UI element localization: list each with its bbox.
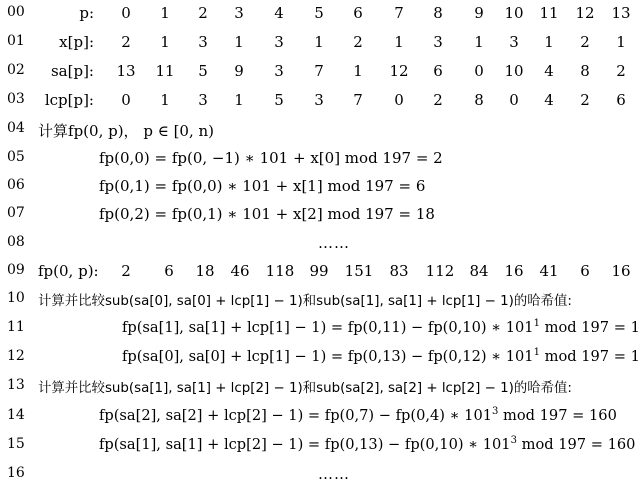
table-cell: 5 (314, 4, 324, 22)
table-cell: 3 (274, 62, 284, 80)
equation-line (0, 149, 640, 173)
equation-right: mod 197 = 160 (498, 407, 617, 424)
ellipsis: …… (318, 234, 350, 252)
equation-left: fp(sa[1], sa[1] + lcp[2] − 1) = fp(0,13) − fp(0,10) ∗ 101 (99, 436, 511, 453)
row-label: p: (79, 4, 94, 22)
table-cell: 2 (616, 62, 626, 80)
table-cell: 10 (504, 62, 524, 80)
equation-right: mod 197 = 1 (539, 319, 640, 336)
line-number: 00 (7, 4, 25, 20)
line-number: 07 (7, 205, 25, 221)
ellipsis-line (0, 234, 640, 258)
row-label: fp(0, p): (38, 262, 99, 280)
table-cell: 3 (274, 33, 284, 51)
exponent: 1 (533, 347, 540, 358)
table-cell: 83 (389, 262, 409, 280)
exponent: 1 (533, 318, 540, 329)
equation (122, 348, 640, 365)
table-cell: 1 (160, 91, 170, 109)
table-cell: 0 (509, 91, 519, 109)
equation: fp(0,0) = fp(0, −1) ∗ 101 + x[0] mod 197 = 2 (99, 149, 443, 167)
table-cell: 2 (433, 91, 443, 109)
ellipsis: …… (318, 465, 350, 483)
table-cell: 2 (121, 33, 131, 51)
table-cell: 99 (309, 262, 329, 280)
table-cell: 4 (274, 4, 284, 22)
table-cell: 11 (539, 4, 559, 22)
equation-left: fp(sa[1], sa[1] + lcp[1] − 1) = fp(0,11) − fp(0,10) ∗ 101 (122, 319, 534, 336)
equation: fp(0,1) = fp(0,0) ∗ 101 + x[1] mod 197 = 6 (99, 177, 426, 195)
equation-line (0, 177, 640, 201)
table-row-x (0, 33, 640, 57)
step-text: 计算并比较sub(sa[0], sa[0] + lcp[1] − 1)和sub(sa[1], sa[1] + lcp[1] − 1)的哈希值: (38, 294, 572, 309)
equation (99, 407, 617, 424)
table-cell: 7 (353, 91, 363, 109)
equation-line (0, 407, 640, 431)
table-cell: 84 (469, 262, 489, 280)
table-cell: 4 (544, 62, 554, 80)
table-row-lcp (0, 91, 640, 115)
table-cell: 118 (265, 262, 295, 280)
table-cell: 41 (539, 262, 559, 280)
table-cell: 6 (433, 62, 443, 80)
equation-line (0, 205, 640, 229)
equation-right: mod 197 = 160 (516, 436, 636, 453)
table-cell: 8 (580, 62, 590, 80)
equation-left: fp(sa[0], sa[0] + lcp[1] − 1) = fp(0,13) − fp(0,12) ∗ 101 (122, 348, 534, 365)
table-cell: 5 (274, 91, 284, 109)
equation-line (0, 319, 640, 343)
exponent: 3 (492, 406, 499, 417)
line-number: 12 (7, 348, 25, 364)
table-cell: 112 (425, 262, 455, 280)
table-cell: 6 (580, 262, 590, 280)
table-cell: 8 (474, 91, 484, 109)
line-number: 08 (7, 234, 25, 250)
table-cell: 1 (353, 62, 363, 80)
line-number: 05 (7, 149, 25, 165)
row-label: sa[p]: (50, 62, 94, 80)
table-cell: 6 (616, 91, 626, 109)
table-cell: 1 (234, 91, 244, 109)
line-number: 03 (7, 91, 25, 107)
cn-text: 计算 (38, 122, 69, 140)
table-cell: 5 (198, 62, 208, 80)
table-cell: 7 (314, 62, 324, 80)
table-cell: 8 (433, 4, 443, 22)
line-number: 14 (7, 407, 25, 423)
table-cell: 6 (353, 4, 363, 22)
line-number: 09 (7, 262, 25, 278)
table-cell: 7 (394, 4, 404, 22)
row-label: x[p]: (59, 33, 94, 51)
table-cell: 0 (121, 91, 131, 109)
table-cell: 151 (344, 262, 374, 280)
table-cell: 1 (160, 33, 170, 51)
row-label: lcp[p]: (44, 91, 94, 109)
table-cell: 3 (314, 91, 324, 109)
table-cell: 16 (504, 262, 524, 280)
exponent: 3 (510, 435, 517, 446)
equation: fp(0,2) = fp(0,1) ∗ 101 + x[2] mod 197 = 18 (99, 205, 435, 223)
table-cell: 10 (504, 4, 524, 22)
table-row-p (0, 4, 640, 28)
table-cell: 1 (394, 33, 404, 51)
table-row-sa (0, 62, 640, 86)
table-cell: 0 (121, 4, 131, 22)
table-cell: 1 (616, 33, 626, 51)
table-cell: 18 (195, 262, 215, 280)
table-cell: 4 (544, 91, 554, 109)
table-cell: 3 (433, 33, 443, 51)
equation (122, 319, 640, 336)
step-text: 计算并比较sub(sa[1], sa[1] + lcp[2] − 1)和sub(sa[2], sa[2] + lcp[2] − 1)的哈希值: (38, 381, 572, 396)
equation-left: fp(sa[2], sa[2] + lcp[2] − 1) = fp(0,7) − fp(0,4) ∗ 101 (99, 407, 493, 424)
step-heading (0, 120, 640, 144)
fp-values-row (0, 262, 640, 286)
table-cell: 46 (230, 262, 250, 280)
table-cell: 3 (509, 33, 519, 51)
table-cell: 11 (155, 62, 175, 80)
table-cell: 1 (314, 33, 324, 51)
equation-line (0, 348, 640, 372)
line-number: 11 (7, 319, 25, 335)
table-cell: 1 (544, 33, 554, 51)
line-number: 15 (7, 436, 25, 452)
table-cell: 2 (353, 33, 363, 51)
table-cell: 13 (611, 4, 631, 22)
table-cell: 2 (580, 91, 590, 109)
table-cell: 9 (234, 62, 244, 80)
line-number: 01 (7, 33, 25, 49)
table-cell: 3 (198, 33, 208, 51)
ellipsis-line (0, 465, 640, 489)
line-number: 04 (7, 120, 25, 136)
table-cell: 1 (160, 4, 170, 22)
step-heading (0, 290, 640, 314)
equation-right: mod 197 = 1 (539, 348, 640, 365)
table-cell: 13 (116, 62, 136, 80)
equation (99, 436, 635, 453)
table-cell: 1 (474, 33, 484, 51)
table-cell: 2 (121, 262, 131, 280)
line-number: 16 (7, 465, 25, 481)
line-number: 13 (7, 377, 25, 393)
line-number: 10 (7, 290, 25, 306)
table-cell: 1 (234, 33, 244, 51)
table-cell: 3 (198, 91, 208, 109)
table-cell: 12 (575, 4, 595, 22)
table-cell: 0 (394, 91, 404, 109)
line-number: 06 (7, 177, 25, 193)
table-cell: 2 (198, 4, 208, 22)
table-cell: 12 (389, 62, 409, 80)
equation-line (0, 436, 640, 460)
line-number: 02 (7, 62, 25, 78)
table-cell: 16 (611, 262, 631, 280)
table-cell: 2 (580, 33, 590, 51)
step-text (38, 120, 214, 141)
table-cell: 0 (474, 62, 484, 80)
table-cell: 9 (474, 4, 484, 22)
table-cell: 3 (234, 4, 244, 22)
table-cell: 6 (164, 262, 174, 280)
math-text: fp(0, p)， p ∈ [0, n) (68, 122, 215, 140)
step-heading (0, 377, 640, 401)
